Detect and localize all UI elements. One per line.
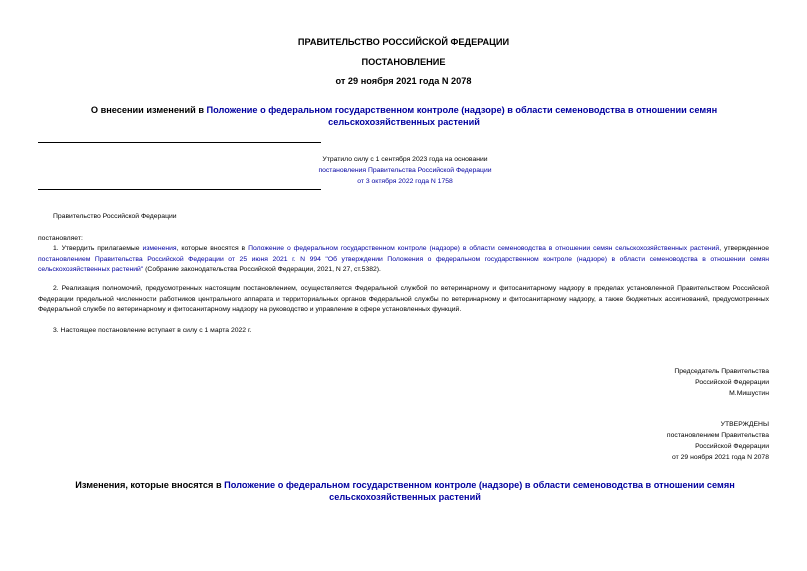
decree-994-link[interactable]: постановлением Правительства Российской Федерации от 25 июня 2021 г. N 994 "Об утверждении Положения о федеральном государственном контроле (надзоре) в области семеноводства в отношении семян сельскохозяйственных растений" (38, 255, 769, 273)
header-doc-type: ПОСТАНОВЛЕНИЕ (361, 57, 446, 67)
signature-name: М.Мишустин (729, 390, 769, 397)
document-title (40, 104, 768, 128)
header-date-number: от 29 ноября 2021 года N 2078 (335, 76, 472, 86)
changes-title (60, 479, 750, 503)
item1-text-4: (Собрание законодательства Российской Федерации, 2021, N 27, ст.5382). (143, 266, 381, 273)
lapse-decree-link[interactable]: постановления Правительства Российской Федерации (318, 167, 492, 174)
paragraph-item-2: 2. Реализация полномочий, предусмотренных настоящим постановлением, осуществляется Федеральной службой по ветеринарному и фитосанитарному надзору в пределах установленной Правительством Российской Федерации предельной численности работников центрального аппарата и территориальных органов Федеральной службы по ветеринарному и фитосанитарному надзору, а также бюджетных ассигнований, предусмотренных Федеральной службе по ветеринарному и фитосанитарному надзору на руководство и управление в сфере установленных функций. (38, 285, 769, 313)
approval-heading: УТВЕРЖДЕНЫ (720, 421, 769, 428)
header-government: ПРАВИТЕЛЬСТВО РОССИЙСКОЙ ФЕДЕРАЦИИ (297, 37, 510, 47)
divider-bottom (38, 189, 321, 190)
title-regulation-link[interactable]: Положение о федеральном государственном контроле (надзоре) в области семеноводства в отношении семян сельскохозяйственных растений (206, 105, 718, 127)
issuer-text: Правительство Российской Федерации (53, 213, 177, 220)
divider-top (38, 142, 321, 143)
changes-link[interactable]: изменения (142, 245, 177, 252)
title-prefix: О внесении изменений в (90, 105, 207, 115)
item1-text-2: , которые вносятся в (176, 245, 249, 252)
item1-text-1: 1. Утвердить прилагаемые (53, 245, 143, 252)
approval-date: от 29 ноября 2021 года N 2078 (672, 454, 769, 461)
changes-title-regulation-link[interactable]: Положение о федеральном государственном контроле (надзоре) в области семеноводства в отношении семян сельскохозяйственных растений (224, 480, 735, 502)
lapse-note (160, 154, 650, 187)
approval-block (667, 419, 769, 463)
regulation-link[interactable]: Положение о федеральном государственном контроле (надзоре) в области семеноводства в отношении семян сельскохозяйственных растений (248, 245, 720, 252)
signature-title: Председатель Правительства (674, 368, 769, 375)
changes-title-prefix: Изменения, которые вносятся в (75, 480, 225, 490)
signature-org: Российской Федерации (695, 379, 769, 386)
lapse-decree-date-link[interactable]: от 3 октября 2022 года N 1758 (357, 178, 453, 185)
signature-block (674, 366, 769, 399)
paragraph-item-1 (38, 244, 769, 276)
decree-text: постановляет: (38, 235, 83, 242)
lapse-note-line1: Утратило силу с 1 сентября 2023 года на основании (322, 156, 488, 163)
approval-line-2: постановлением Правительства (666, 432, 769, 439)
item1-text-3: , утвержденное (719, 245, 769, 252)
paragraph-item-3: 3. Настоящее постановление вступает в силу с 1 марта 2022 г. (53, 327, 252, 334)
approval-line-3: Российской Федерации (695, 443, 769, 450)
